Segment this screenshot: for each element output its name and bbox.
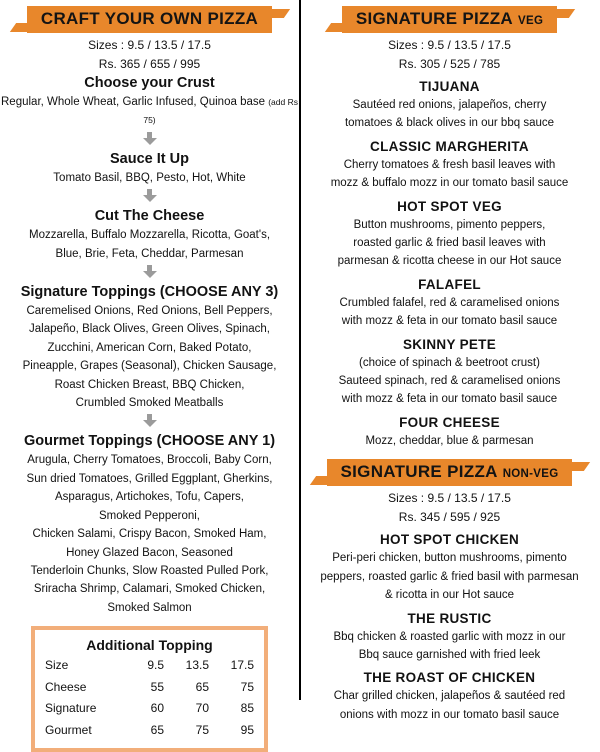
- nonveg-sizes: Sizes : 9.5 / 13.5 / 17.5: [388, 491, 511, 506]
- table-cell: 75: [195, 722, 209, 737]
- menu-item-desc-line: parmesan & ricotta cheese in our Hot sauce: [337, 255, 562, 268]
- section-heading: Sauce It Up: [110, 150, 189, 167]
- table-cell: 65: [150, 722, 164, 737]
- table-cell: 17.5: [230, 658, 254, 673]
- section-cheese: [0, 207, 299, 282]
- veg-sizes: Sizes : 9.5 / 13.5 / 17.5: [388, 38, 511, 52]
- menu-line: Honey Glazed Bacon, Seasoned: [66, 546, 233, 559]
- table-row: [45, 677, 254, 699]
- menu-line: [0, 93, 299, 130]
- menu-item-name: FALAFEL: [418, 276, 481, 292]
- menu-item-name: HOT SPOT VEG: [397, 198, 502, 214]
- table-cell: 55: [150, 679, 164, 694]
- menu-item-the-rustic: [301, 609, 598, 665]
- menu-item-name: THE RUSTIC: [407, 610, 492, 626]
- craft-header-title: CRAFT YOUR OWN PIZZA: [40, 9, 259, 28]
- table-cell: 13.5: [185, 658, 209, 673]
- menu-item-roast-of-chicken: [301, 668, 598, 724]
- table-row: [45, 655, 254, 677]
- veg-header: [342, 6, 557, 33]
- section-sauce: [0, 150, 299, 206]
- nonveg-header: [327, 459, 573, 486]
- down-arrow-icon: [0, 187, 299, 206]
- menu-item-desc-line: (choice of spinach & beetroot crust): [359, 356, 540, 369]
- crust-options: Regular, Whole Wheat, Garlic Infused, Quinoa base: [1, 96, 266, 108]
- section-heading: Choose your Crust: [84, 75, 215, 91]
- menu-item-desc-line: tomatoes & black olives in our bbq sauce: [344, 117, 555, 130]
- table-row: [45, 720, 254, 742]
- menu-item-falafel: [301, 275, 598, 331]
- menu-item-desc-line: with mozz & feta in our tomato basil sauce: [341, 315, 558, 328]
- menu-line: Chicken Salami, Crispy Bacon, Smoked Ham,: [32, 528, 267, 541]
- menu-item-classic-margherita: [301, 137, 598, 193]
- section-gourmet-toppings: [0, 432, 299, 617]
- menu-item-name: CLASSIC MARGHERITA: [370, 138, 529, 154]
- menu-line: Crumbled Smoked Meatballs: [75, 397, 224, 410]
- signature-pizza-column: [301, 0, 598, 721]
- menu-line: Smoked Pepperoni,: [98, 509, 200, 522]
- menu-item-desc-line: onions with mozz in our tomato basil sauce: [339, 708, 560, 721]
- menu-item-desc-line: Button mushrooms, pimento peppers,: [353, 218, 546, 231]
- down-arrow-icon: [0, 130, 299, 149]
- menu-line: Arugula, Cherry Tomatoes, Broccoli, Baby Corn,: [27, 454, 272, 467]
- menu-item-desc-line: Cherry tomatoes & fresh basil leaves with: [343, 158, 556, 171]
- table-cell: Signature: [45, 701, 97, 716]
- menu-item-name: THE ROAST OF CHICKEN: [363, 670, 536, 686]
- menu-item-hot-spot-veg: [301, 197, 598, 271]
- table-row: [45, 698, 254, 720]
- down-arrow-icon: [0, 263, 299, 282]
- additional-topping-box: [31, 626, 268, 752]
- table-cell: 95: [240, 722, 254, 737]
- menu-line: Tenderloin Chunks, Slow Roasted Pulled Pork,: [30, 564, 269, 577]
- menu-line: Roast Chicken Breast, BBQ Chicken,: [54, 378, 245, 391]
- table-cell: 60: [150, 701, 164, 716]
- menu-item-desc-line: Sauteed spinach, red & caramelised onions: [338, 375, 561, 388]
- nonveg-header-title: SIGNATURE PIZZA: [340, 462, 498, 482]
- menu-line: Tomato Basil, BBQ, Pesto, Hot, White: [53, 171, 246, 184]
- menu-item-desc-line: Bbq sauce garnished with fried leek: [358, 648, 541, 661]
- menu-item-desc-line: Mozz, cheddar, blue & parmesan: [365, 434, 534, 447]
- veg-price: Rs. 305 / 525 / 785: [398, 57, 501, 71]
- additional-topping-title: Additional Topping: [86, 637, 213, 654]
- veg-header-tag: VEG: [518, 15, 544, 27]
- veg-header-title: SIGNATURE PIZZA: [355, 9, 513, 28]
- table-cell: Cheese: [45, 679, 87, 694]
- menu-line: Caremelised Onions, Red Onions, Bell Peppers,: [26, 305, 273, 318]
- menu-item-desc-line: with mozz & feta in our tomato basil sauce: [341, 393, 558, 406]
- down-arrow-icon: [0, 412, 299, 431]
- table-cell: Gourmet: [45, 722, 92, 737]
- table-cell: 70: [195, 701, 209, 716]
- menu-item-desc-line: & ricotta in our Hot sauce: [384, 589, 515, 602]
- nonveg-header-tag: NON-VEG: [502, 468, 559, 481]
- table-cell: 9.5: [147, 658, 164, 673]
- table-cell: 85: [240, 701, 254, 716]
- menu-item-skinny-pete: [301, 335, 598, 409]
- table-cell: 75: [240, 679, 254, 694]
- menu-item-desc-line: Sautéed red onions, jalapeños, cherry: [352, 99, 547, 111]
- menu-line: Sun dried Tomatoes, Grilled Eggplant, Gherkins,: [26, 472, 273, 485]
- craft-price: Rs. 365 / 655 / 995: [98, 57, 201, 71]
- menu-item-desc-line: peppers, roasted garlic & fried basil with parmesan: [320, 570, 579, 583]
- menu-line: Asparagus, Artichokes, Tofu, Capers,: [55, 491, 244, 504]
- menu-item-desc-line: Bbq chicken & roasted garlic with mozz in our: [333, 630, 566, 643]
- menu-line: Sriracha Shrimp, Calamari, Smoked Chicken,: [33, 583, 266, 596]
- section-heading: Signature Toppings (CHOOSE ANY 3): [20, 284, 279, 301]
- menu-item-hot-spot-chicken: [301, 530, 598, 604]
- section-heading: Gourmet Toppings (CHOOSE ANY 1): [23, 433, 276, 450]
- menu-item-desc-line: mozz & buffalo mozz in our tomato basil sauce: [330, 177, 569, 190]
- menu-line: Jalapeño, Black Olives, Green Olives, Spinach,: [29, 323, 270, 336]
- table-cell: 65: [195, 679, 209, 694]
- menu-line: Pineapple, Grapes (Seasonal), Chicken Sausage,: [22, 360, 277, 373]
- table-cell: Size: [45, 658, 69, 673]
- menu-line: Mozzarella, Buffalo Mozzarella, Ricotta, Goat's,: [28, 229, 271, 242]
- crust-extra-cost-note: (add Rs 75): [143, 97, 298, 126]
- craft-your-own-column: [0, 0, 301, 737]
- menu-item-name: FOUR CHEESE: [399, 414, 500, 430]
- menu-line: Blue, Brie, Feta, Cheddar, Parmesan: [55, 247, 244, 260]
- menu-line: Zucchini, American Corn, Baked Potato,: [47, 341, 252, 354]
- section-heading: Cut The Cheese: [94, 208, 205, 225]
- menu-item-name: TIJUANA: [419, 79, 480, 94]
- section-signature-toppings: [0, 283, 299, 431]
- section-crust: [0, 74, 299, 149]
- menu-item-desc-line: Crumbled falafel, red & caramelised onions: [339, 296, 560, 309]
- menu-item-name: HOT SPOT CHICKEN: [379, 532, 520, 548]
- craft-header: [27, 6, 272, 33]
- menu-line: Smoked Salmon: [107, 601, 192, 614]
- nonveg-price: Rs. 345 / 595 / 925: [398, 510, 501, 525]
- menu-item-desc-line: roasted garlic & fried basil leaves with: [353, 237, 546, 250]
- craft-sizes: Sizes : 9.5 / 13.5 / 17.5: [88, 38, 211, 52]
- menu-item-tijuana: [301, 77, 598, 133]
- menu-item-name: SKINNY PETE: [402, 336, 497, 352]
- menu-item-desc-line: Peri-peri chicken, button mushrooms, pimento: [332, 552, 567, 565]
- menu-item-four-cheese: [301, 413, 598, 450]
- menu-item-desc-line: Char grilled chicken, jalapeños & sautéed red: [333, 690, 566, 703]
